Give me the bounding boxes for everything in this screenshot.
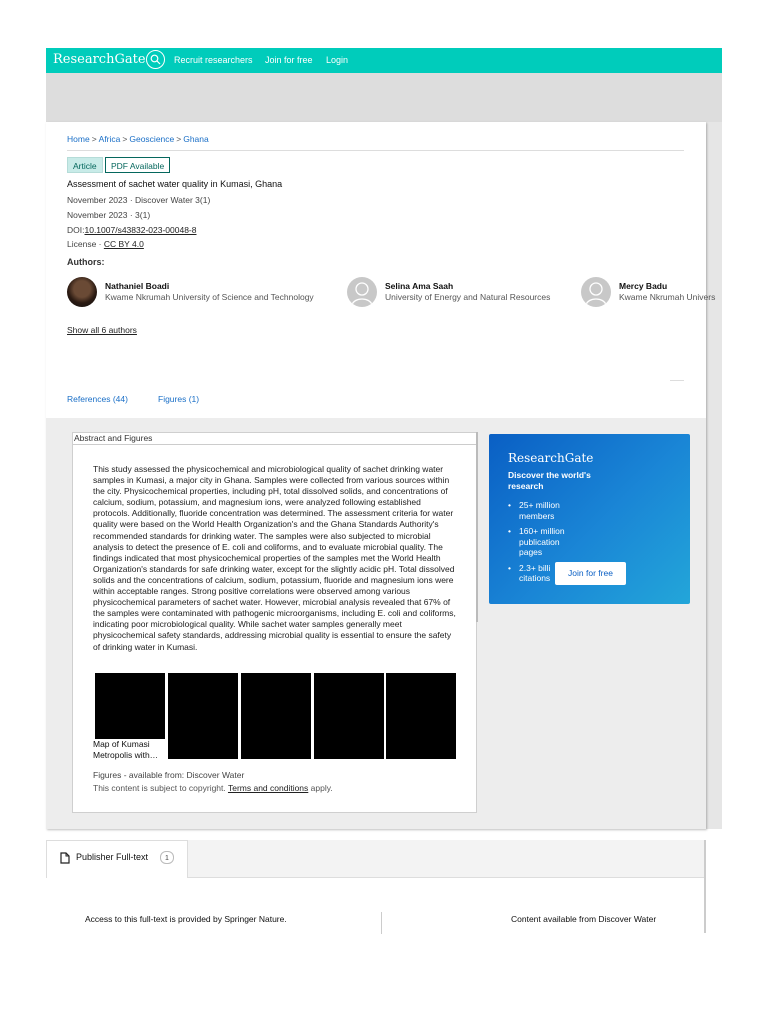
panel-edge [704, 840, 706, 933]
chevron-right-icon: > [176, 134, 182, 144]
pdf-available-badge[interactable]: PDF Available [105, 157, 170, 173]
figures-source: Figures - available from: Discover Water [93, 770, 245, 780]
divider [381, 912, 382, 934]
copyright-suffix: apply. [308, 783, 333, 793]
top-navbar [46, 48, 722, 73]
researchgate-logo[interactable]: ResearchGate [53, 52, 146, 67]
figure-thumbnail[interactable] [386, 673, 456, 759]
copyright-notice [93, 783, 333, 793]
breadcrumb-ghana[interactable]: Ghana [183, 134, 209, 144]
author-affiliation: Kwame Nkrumah University of Science and Technology [105, 292, 314, 302]
article-type-badge: Article [67, 157, 103, 173]
license-link[interactable]: CC BY 4.0 [103, 239, 144, 249]
breadcrumb-geoscience[interactable]: Geoscience [129, 134, 175, 144]
author-name[interactable]: Mercy Badu [619, 281, 668, 291]
signup-promo [489, 434, 690, 604]
chevron-right-icon: > [122, 134, 128, 144]
nav-login[interactable]: Login [326, 55, 349, 65]
author-avatar[interactable] [347, 277, 377, 307]
author-name[interactable]: Nathaniel Boadi [105, 281, 170, 291]
researchgate-logo: ResearchGate [508, 451, 594, 465]
join-for-free-button[interactable]: Join for free [555, 562, 626, 585]
promo-stat: • 160+ million publication pages [508, 526, 579, 558]
full-text-panel [46, 878, 706, 933]
doi-link[interactable]: 10.1007/s43832-023-00048-8 [84, 225, 197, 235]
tab-label: Publisher Full-text [76, 852, 149, 862]
figure-thumbnail[interactable] [168, 673, 238, 759]
copyright-prefix: This content is subject to copyright. [93, 783, 228, 793]
publication-meta-secondary: November 2023 · 3(1) [67, 210, 151, 220]
divider [67, 150, 684, 151]
author-affiliation: Kwame Nkrumah Univers [619, 292, 716, 302]
doi-label: DOI: [67, 225, 85, 235]
ad-banner-area [46, 73, 722, 122]
tabbar [188, 840, 706, 878]
tab-figures[interactable]: Figures (1) [158, 394, 200, 404]
promo-heading: Discover the world's research [508, 470, 591, 491]
chevron-right-icon: > [91, 134, 97, 144]
document-icon [60, 852, 70, 864]
author-avatar[interactable] [67, 277, 97, 307]
figure-thumbnail[interactable] [241, 673, 311, 759]
breadcrumb-home[interactable]: Home [67, 134, 90, 144]
figure-thumbnail[interactable] [95, 673, 165, 739]
figure-thumbnail[interactable] [314, 673, 384, 759]
license-label: License · [67, 239, 104, 249]
access-notice: Access to this full-text is provided by Springer Nature. [85, 914, 287, 924]
abstract-scrollbar[interactable] [476, 432, 478, 622]
author-affiliation: University of Energy and Natural Resources [385, 292, 551, 302]
nav-recruit-researchers[interactable]: Recruit researchers [174, 55, 253, 65]
abstract-text: This study assessed the physicochemical and microbiological quality of sachet drinking water samples in Kumasi, a major city in Ghana. Samples were collected from various sources within the city. Physicochemical properties, including pH, total dissolved solids, and concentrations of calcium, sodium, potassium, and magnesium ions, were analyzed following established protocols. Additionally, fluoride concentration was determined. The assessment criteria for water quality were based on the World Health Organization's and the Ghana Standards Authority's recommended standards for drinking water. The samples were also subjected to microbial analysis to detect the presence of E. coli and coliforms, and to evaluate microbial quality. The findings indicated that most physicochemical properties of the samples met the World Health Organization's standards for safe drinking water, except for the slightly acidic pH. Total dissolved solids and the concentrations of calcium, sodium, potassium, fluoride and magnesium ions were within acceptable ranges. Strong positive correlations were observed among various physicochemical parameters of sachet water. However, microbial analysis revealed that 67% of the samples were contaminated with pathogenic microorganisms, including E. coli and coliforms, indicating poor microbiological quality. While sachet water samples generally meet physicochemical safety standards, addressing microbial quality is essential to ensure the safety of drinking water in Kumasi. [93, 464, 456, 652]
author-name[interactable]: Selina Ama Saah [385, 281, 454, 291]
content-source: Content available from Discover Water [511, 914, 657, 924]
show-all-authors-link[interactable]: Show all 6 authors [67, 325, 137, 335]
page-title: Assessment of sachet water quality in Kumasi, Ghana [67, 179, 283, 189]
divider [670, 380, 684, 381]
tab-references[interactable]: References (44) [67, 394, 128, 404]
doi-row [67, 225, 197, 235]
count-badge: 1 [160, 851, 174, 864]
user-icon [347, 277, 377, 307]
promo-stat: • 25+ million members [508, 500, 579, 521]
breadcrumb [67, 134, 209, 144]
publication-meta: November 2023 · Discover Water 3(1) [67, 195, 211, 205]
author-avatar[interactable] [581, 277, 611, 307]
user-icon [581, 277, 611, 307]
breadcrumb-africa[interactable]: Africa [98, 134, 121, 144]
authors-heading: Authors: [67, 257, 105, 267]
tab-publisher-full-text[interactable] [46, 840, 188, 878]
figure-caption[interactable]: Map of Kumasi Metropolis with… [93, 739, 159, 760]
search-icon [150, 54, 161, 65]
right-gutter [706, 122, 722, 829]
license-row [67, 239, 144, 249]
nav-join-for-free[interactable]: Join for free [265, 55, 313, 65]
promo-stat: • 2.3+ billi citations [508, 563, 579, 584]
terms-link[interactable]: Terms and conditions [227, 783, 309, 793]
abstract-heading: Abstract and Figures [73, 433, 476, 445]
abstract-panel [72, 432, 477, 813]
search-button[interactable] [146, 50, 165, 69]
